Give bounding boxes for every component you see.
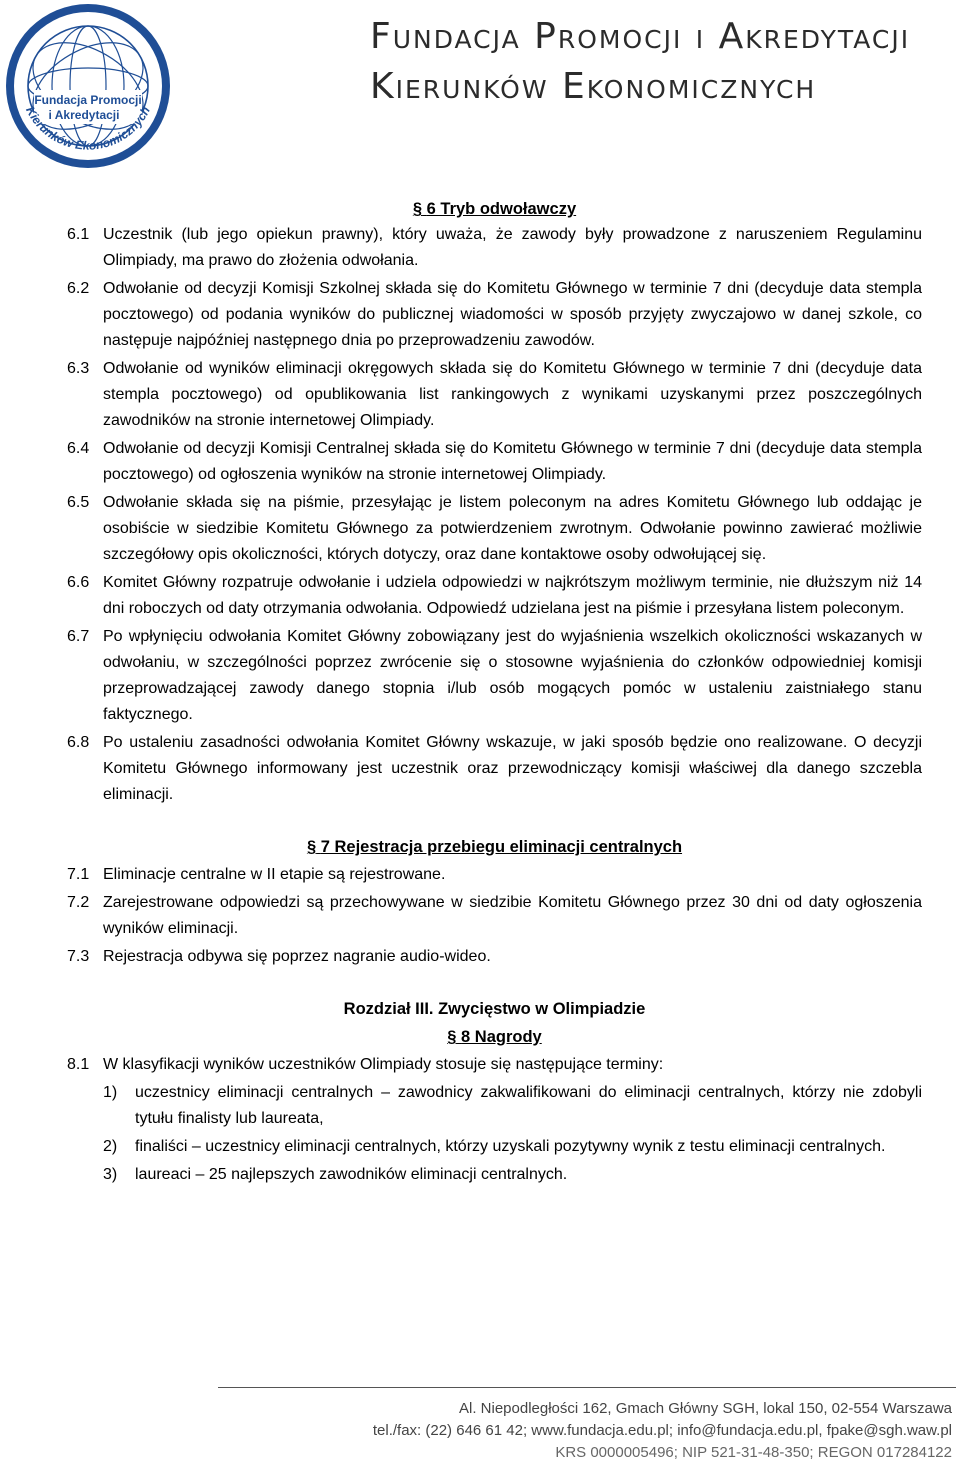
- logo-arc-text: Kierunków Ekonomicznych: [23, 104, 153, 153]
- org-name-line1: Fundacja Promocji i Akredytacji: [370, 16, 911, 57]
- paragraph-number: 6.3: [67, 360, 90, 377]
- paragraph-text: W klasyfikacji wyników uczestników Olimpiady stosuje się następujące terminy:: [103, 1056, 664, 1073]
- paragraph-6-2: [67, 276, 922, 354]
- paragraph-6-7: [67, 624, 922, 728]
- paragraph-6-1: [67, 222, 922, 274]
- paragraph-number: 6.6: [67, 574, 90, 591]
- paragraph-number: 6.7: [67, 628, 90, 645]
- paragraph-7-2: [67, 890, 922, 942]
- list-item-number: 1): [103, 1084, 118, 1101]
- document-body: [67, 196, 922, 1188]
- paragraph-text: Uczestnik (lub jego opiekun prawny), który uważa, że zawody były prowadzone z naruszeniem Regulaminu Olimpiady, ma prawo do złożenia odwołania.: [103, 226, 922, 269]
- paragraph-number: 8.1: [67, 1056, 90, 1073]
- section-7-heading: [67, 834, 922, 860]
- list-item-text: finaliści – uczestnicy eliminacji centralnych, którzy uzyskali pozytywny wynik z testu eliminacji centralnych.: [135, 1138, 886, 1155]
- paragraph-number: 6.2: [67, 280, 90, 297]
- paragraph-text: Odwołanie od wyników eliminacji okręgowych składa się do Komitetu Głównego w terminie 7 dni (decyduje data stempla pocztowego) od opublikowania list rankingowych z wynikami uzyskanymi przez poszczególnych zawodników na stronie internetowej Olimpiady.: [103, 360, 922, 429]
- paragraph-number: 6.5: [67, 494, 90, 511]
- paragraph-number: 6.4: [67, 440, 90, 457]
- paragraph-number: 7.1: [67, 866, 90, 883]
- paragraph-text: Po ustaleniu zasadności odwołania Komitet Główny wskazuje, w jaki sposób będzie ono realizowane. O decyzji Komitetu Głównego informowany jest uczestnik oraz przewodniczący komisji właściwej dla danego szczebla eliminacji.: [103, 734, 922, 803]
- list-item: [103, 1134, 922, 1160]
- paragraph-number: 6.8: [67, 734, 90, 751]
- list-item: [103, 1162, 922, 1188]
- paragraph-6-8: [67, 730, 922, 808]
- section-8-heading: [67, 1024, 922, 1050]
- section-sign: §: [306, 838, 317, 856]
- paragraph-text: Po wpłynięciu odwołania Komitet Główny zobowiązany jest do wyjaśnienia wszelkich okoliczności wskazanych w odwołaniu, w szczególności poprzez zwrócenie się o stosowne wyjaśnienia do członków odpowiedniej komisji przeprowadzającej zawody danego stopnia i/lub osób mogących pomóc w ustaleniu zaistniałego stanu faktycznego.: [103, 628, 922, 723]
- paragraph-6-4: [67, 436, 922, 488]
- list-item-text: uczestnicy eliminacji centralnych – zawodnicy zakwalifikowani do eliminacji centralnych, którzy nie zdobyli tytułu finalisty lub laureata,: [135, 1084, 922, 1127]
- org-name-line2: Kierunków Ekonomicznych: [370, 66, 817, 107]
- chapter-3-heading: [67, 996, 922, 1022]
- list-item: [103, 1080, 922, 1132]
- page-footer: [218, 1387, 958, 1464]
- paragraph-text: Eliminacje centralne w II etapie są rejestrowane.: [103, 866, 446, 883]
- paragraph-number: 6.1: [67, 226, 90, 243]
- list-item-text: laureaci – 25 najlepszych zawodników eliminacji centralnych.: [135, 1166, 568, 1183]
- paragraph-text: Odwołanie od decyzji Komisji Szkolnej składa się do Komitetu Głównego w terminie 7 dni (decyduje data stempla pocztowego) od podania wyników do publicznej wiadomości w sposób przyjęty zwyczajowo w danej szkole, co następuje najpóźniej następnego dnia po przeprowadzeniu zawodów.: [103, 280, 922, 349]
- paragraph-text: Komitet Główny rozpatruje odwołanie i udziela odpowiedzi w najkrótszym możliwym terminie, nie dłuższym niż 14 dni roboczych od daty otrzymania odwołania. Odpowiedź udzielana jest na piśmie i przesyłana listem poleconym.: [103, 574, 922, 617]
- section-sign: §: [447, 1028, 457, 1046]
- page-header: [0, 0, 960, 175]
- footer-divider: [218, 1387, 956, 1388]
- paragraph-6-6: [67, 570, 922, 622]
- section-title: 7 Rejestracja przebiegu eliminacji centralnych: [320, 838, 683, 856]
- paragraph-7-3: [67, 944, 922, 970]
- chapter-title: Rozdział III. Zwycięstwo w Olimpiadzie: [343, 1000, 646, 1018]
- list-item-number: 3): [103, 1166, 118, 1183]
- paragraph-text: Odwołanie od decyzji Komisji Centralnej składa się do Komitetu Głównego w terminie 7 dni (decyduje data stempla pocztowego) od ogłoszenia wyników na stronie internetowej Olimpiady.: [103, 440, 922, 483]
- organization-name: [370, 14, 910, 110]
- logo-text-line1: Fundacja Promocji: [34, 93, 142, 107]
- paragraph-8-1: [67, 1052, 922, 1078]
- logo-text-line2: i Akredytacji: [48, 108, 120, 122]
- paragraph-6-3: [67, 356, 922, 434]
- foundation-logo: [4, 2, 172, 170]
- paragraph-7-1: [67, 862, 922, 888]
- paragraph-6-5: [67, 490, 922, 568]
- footer-contact: tel./fax: (22) 646 61 42; www.fundacja.edu.pl; info@fundacja.edu.pl, fpake@sgh.waw.pl: [372, 1422, 952, 1439]
- footer-address: Al. Niepodległości 162, Gmach Główny SGH, lokal 150, 02-554 Warszawa: [458, 1400, 952, 1417]
- paragraph-number: 7.2: [67, 894, 90, 911]
- footer-registry: KRS 0000005496; NIP 521-31-48-350; REGON 017284122: [555, 1444, 952, 1461]
- section-6-heading: [67, 196, 922, 222]
- paragraph-text: Zarejestrowane odpowiedzi są przechowywane w siedzibie Komitetu Głównego przez 30 dni od daty ogłoszenia wyników eliminacji.: [103, 894, 922, 937]
- list-item-number: 2): [103, 1138, 118, 1155]
- paragraph-text: Odwołanie składa się na piśmie, przesyłając je listem poleconym na adres Komitetu Głównego lub oddając je osobiście w siedzibie Komitetu Głównego za potwierdzeniem zwrotnym. Odwołanie powinno zawierać możliwie szczegółowy opis okoliczności, których dotyczy, oraz dane kontaktowe osoby odwołującej się.: [103, 494, 922, 563]
- paragraph-number: 7.3: [67, 948, 90, 965]
- paragraph-text: Rejestracja odbywa się poprzez nagranie audio-wideo.: [103, 948, 491, 965]
- section-sign: §: [412, 200, 423, 218]
- section-title: 6 Tryb odwoławczy: [426, 200, 577, 218]
- section-title: 8 Nagrody: [461, 1028, 542, 1046]
